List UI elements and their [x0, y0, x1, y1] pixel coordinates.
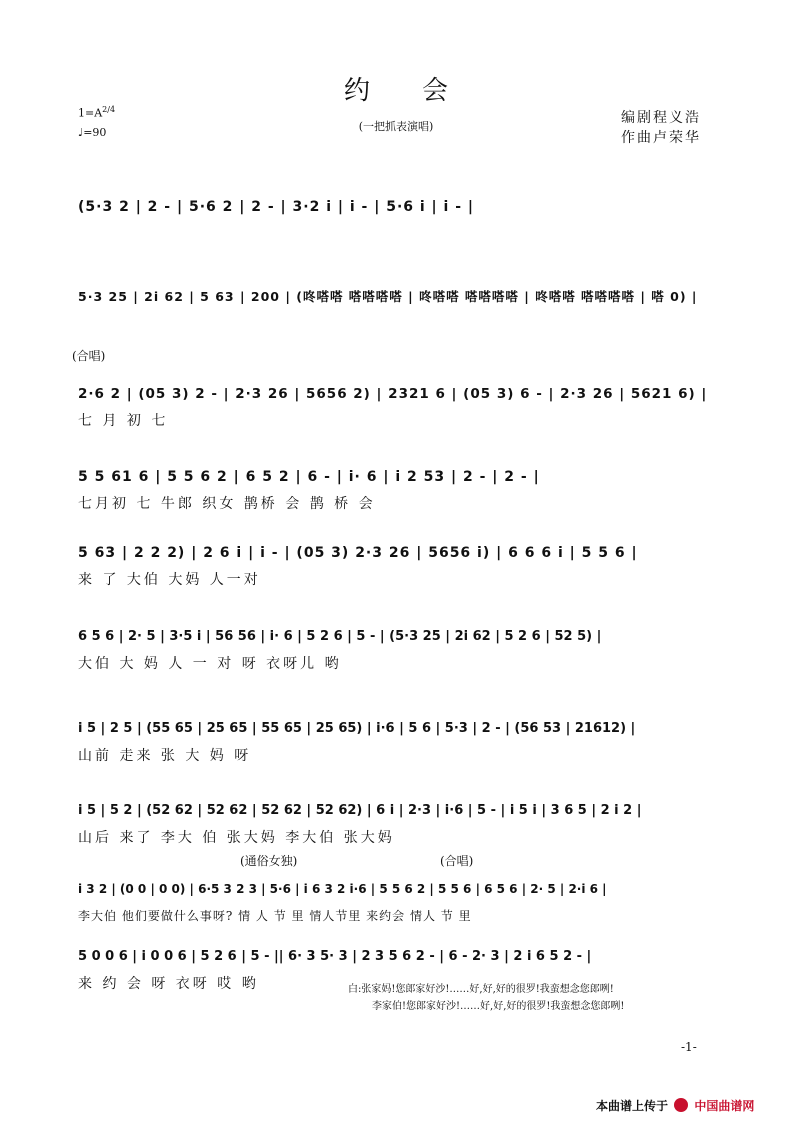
- score-row-3: [78, 383, 714, 431]
- lyric-line: 山后 来了 李大 伯 张大妈 李大伯 张大妈: [78, 830, 395, 846]
- chorus-label: (合唱): [72, 349, 106, 363]
- dialog-line-1: 白:张家妈!您郎家好沙!……好,好,好的很罗!我蛮想念您郎咧!: [348, 984, 614, 995]
- lyric-line: 山前 走来 张 大 妈 呀: [78, 748, 252, 764]
- credits-block: [621, 108, 701, 148]
- notation-line: 5 63 | 2 2 2) | 2 6 i | i - | (05 3) 2·3 26 | 5656 i) | 6 6 6 i | 5 5 6 |: [78, 545, 638, 561]
- key-tempo-block: [78, 100, 115, 142]
- song-title: 约会: [343, 76, 500, 106]
- chorus-label-2: (合唱): [440, 854, 474, 868]
- notation-line: 5·3 25 | 2i 62 | 5 63 | 200 | (咚嗒嗒 嗒嗒嗒嗒 | 咚嗒嗒 嗒嗒嗒嗒 | 咚嗒嗒 嗒嗒嗒嗒 | 嗒 0) |: [78, 289, 698, 304]
- song-subtitle: (一把抓表演唱): [358, 120, 434, 133]
- notation-line: i 3 2 | (0 0 | 0 0) | 6·5 3 2 3 | 5·6 | i 6 3 2 i·6 | 5 5 6 2 | 5 5 6 | 6 5 6 | 2· 5 | 2·i 6 |: [78, 882, 607, 896]
- footer-prefix: 本曲谱上传于: [596, 1099, 669, 1113]
- lyric-line: 大伯 大 妈 人 一 对 呀 衣呀儿 哟: [78, 656, 342, 672]
- score-row-7: [78, 718, 714, 766]
- key-signature: $1=A^{2/4}$: [78, 105, 116, 120]
- lyric-line: 七月初 七 牛郎 织女 鹊桥 会 鹊 桥 会: [78, 496, 376, 512]
- score-row-2: [78, 286, 714, 308]
- notation-line: 5 5 61 6 | 5 5 6 2 | 6 5 2 | 6 - | i· 6 | i 2 53 | 2 - | 2 - |: [78, 469, 540, 485]
- lyric-line: 七 月 初 七: [78, 413, 169, 429]
- score-row-1: [78, 196, 714, 218]
- score-row-9: [78, 878, 714, 926]
- tempo-marking: ♩=90: [78, 125, 107, 139]
- composer-credit: 作曲卢荣华: [621, 130, 701, 146]
- lyric-line: 李大伯 他们要做什么事呀? 情 人 节 里 情人节里 来约会 情人 节 里: [78, 909, 472, 923]
- score-row-4: [78, 466, 714, 514]
- score-row-5: [78, 542, 714, 590]
- notation-line: 6 5 6 | 2· 5 | 3·5 i | 56 56 | i· 6 | 5 2 6 | 5 - | (5·3 25 | 2i 62 | 5 2 6 | 52 5) |: [78, 629, 602, 644]
- footer-credit: [596, 1097, 754, 1114]
- lyric-line: 来 约 会 呀 衣呀 哎 哟: [78, 976, 259, 992]
- site-brand-link[interactable]: 中国曲谱网: [694, 1099, 755, 1113]
- lyric-line: 来 了 大伯 大妈 人一对: [78, 572, 261, 588]
- notation-line: i 5 | 5 2 | (52 62 | 52 62 | 52 62 | 52 62) | 6 i | 2·3 | i·6 | 5 - | i 5 i | 3 6 5 | 2 i 2 |: [78, 803, 642, 818]
- notation-line: 5 0 0 6 | i 0 0 6 | 5 2 6 | 5 - || 6· 3 5· 3 | 2 3 5 6 2 - | 6 - 2· 3 | 2 i 6 5 2 - |: [78, 949, 592, 964]
- notation-line: 2·6 2 | (05 3) 2 - | 2·3 26 | 5656 2) | 2321 6 | (05 3) 6 - | 2·3 26 | 5621 6) |: [78, 386, 708, 402]
- solo-label: (通俗女独): [240, 854, 298, 868]
- editor-credit: 编剧程义浩: [621, 110, 701, 126]
- notation-line: i 5 | 2 5 | (55 65 | 25 65 | 55 65 | 25 65) | i·6 | 5 6 | 5·3 | 2 - | (56 53 | 21612) |: [78, 721, 636, 736]
- score-row-8: [78, 800, 714, 848]
- dialog-line-2: 李家伯!您郎家好沙!……好,好,好的很罗!我蛮想念您郎咧!: [372, 1001, 625, 1012]
- site-logo-icon: [674, 1098, 688, 1112]
- notation-line: (5·3 2 | 2 - | 5·6 2 | 2 - | 3·2 i | i - | 5·6 i | i - |: [78, 199, 475, 215]
- page-number: -1-: [681, 1040, 697, 1054]
- score-row-6: [78, 626, 714, 674]
- time-signature: 2/4: [102, 105, 116, 114]
